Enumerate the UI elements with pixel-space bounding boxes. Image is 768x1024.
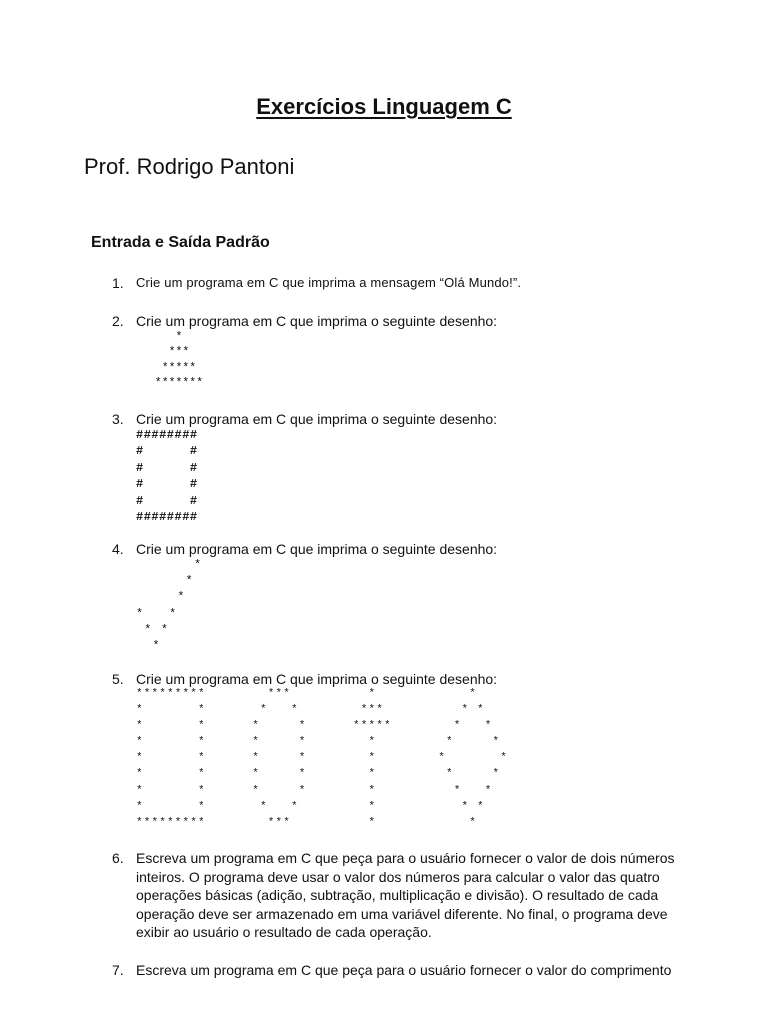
exercise-text: Crie um programa em C que imprima o seguinte desenho:: [136, 541, 498, 557]
section-heading: Entrada e Saída Padrão: [91, 234, 270, 251]
exercise-number: 5.: [112, 671, 124, 687]
ascii-figure-shapes: ********* *** * * * * * * *** * * * * * * ***** * * * * * * * * * * * * * * * * * * * * * * * * * * * * * * * * * * * * * ********* *** * *: [136, 688, 509, 829]
author-name: Prof. Rodrigo Pantoni: [84, 154, 295, 179]
exercise-text: Crie um programa em C que imprima a mensagem “Olá Mundo!”.: [136, 275, 522, 290]
exercise-text: Escreva um programa em C que peça para o usuário fornecer o valor do comprimento: [136, 962, 672, 978]
exercise-number: 6.: [112, 850, 124, 866]
exercise-text: Crie um programa em C que imprima o seguinte desenho:: [136, 411, 498, 427]
ascii-figure-check: * * * * * * * *: [136, 558, 203, 654]
exercise-number: 2.: [112, 313, 124, 329]
document-title: Exercícios Linguagem C: [256, 94, 512, 119]
exercise-number: 4.: [112, 541, 124, 557]
ascii-figure-square: ######## # # # # # # # # ########: [136, 428, 198, 525]
exercise-text: Crie um programa em C que imprima o seguinte desenho:: [136, 313, 498, 329]
ascii-figure-triangle: * *** ***** *******: [154, 331, 204, 390]
exercise-number: 1.: [112, 275, 124, 291]
exercise-number: 3.: [112, 411, 124, 427]
exercise-text: Escreva um programa em C que peça para o usuário fornecer o valor de dois números inteiros. O programa deve usar o valor dos números para calcular o valor das quatro operações básicas (adição, subtração, multiplicação e divisão). O resultado de cada operação deve ser armazenado em uma variável diferente. No final, o programa deve exibir ao usuário o resultado de cada operação.: [136, 850, 675, 941]
exercise-text: Crie um programa em C que imprima o seguinte desenho:: [136, 671, 498, 687]
exercise-number: 7.: [112, 962, 124, 978]
